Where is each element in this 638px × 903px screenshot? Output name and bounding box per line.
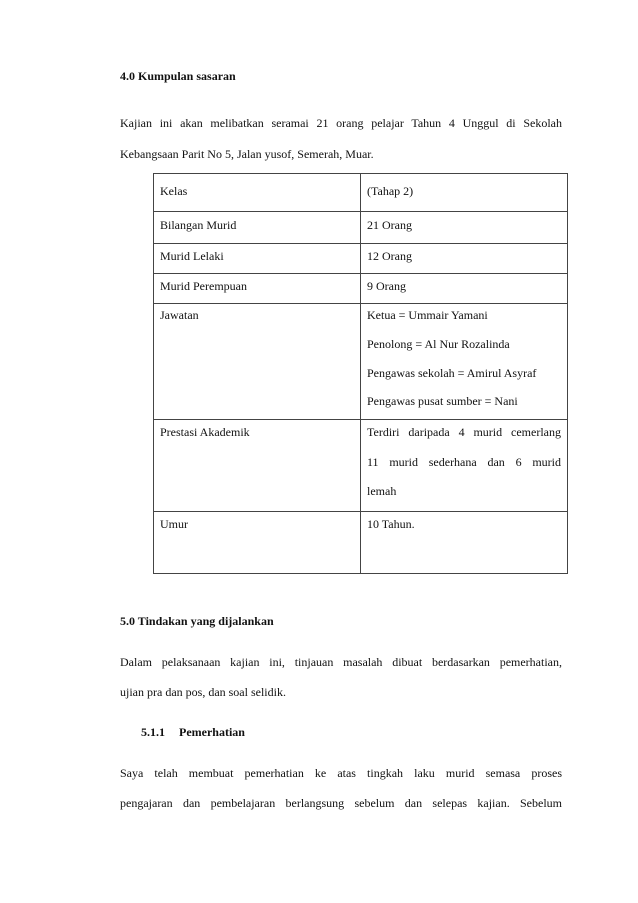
section-title: Pemerhatian [179, 725, 245, 739]
target-group-table [153, 173, 568, 574]
table-row [154, 274, 568, 304]
section-5-paragraph [120, 655, 562, 705]
paragraph-line: pengajaran dan pembelajaran berlangsung sebelum dan selepas kajian. Sebelum [120, 796, 562, 810]
table-cell-label: Kelas [154, 174, 361, 212]
table-row [154, 512, 568, 574]
table-row [154, 244, 568, 274]
section-5-heading: 5.0 Tindakan yang dijalankan [120, 614, 274, 628]
table-cell-value: (Tahap 2) [361, 174, 568, 212]
table-cell-value: Terdiri daripada 4 murid cemerlang 11 murid sederhana dan 6 murid lemah [361, 420, 568, 512]
table-row [154, 212, 568, 244]
paragraph-line: Dalam pelaksanaan kajian ini, tinjauan masalah dibuat berdasarkan pemerhatian, [120, 655, 562, 669]
section-4-heading: 4.0 Kumpulan sasaran [120, 69, 236, 83]
table-cell-label: Murid Lelaki [154, 244, 361, 274]
section-4-paragraph [120, 116, 562, 166]
section-5-1-1-heading [141, 725, 245, 740]
paragraph-line: Kajian ini akan melibatkan seramai 21 orang pelajar Tahun 4 Unggul di Sekolah [120, 116, 562, 130]
table-cell-label: Umur [154, 512, 361, 574]
section-number: 5.1.1 [141, 725, 165, 739]
table-cell-value: Ketua = Ummair Yamani Penolong = Al Nur Rozalinda Pengawas sekolah = Amirul Asyraf Pengawas pusat sumber = Nani [361, 304, 568, 420]
section-5-1-1-paragraph [120, 766, 562, 816]
table-cell-label: Murid Perempuan [154, 274, 361, 304]
table-cell-value: 12 Orang [361, 244, 568, 274]
table-cell-value: 21 Orang [361, 212, 568, 244]
paragraph-line: Saya telah membuat pemerhatian ke atas tingkah laku murid semasa proses [120, 766, 562, 780]
paragraph-line: Kebangsaan Parit No 5, Jalan yusof, Semerah, Muar. [120, 147, 374, 161]
table-cell-label: Bilangan Murid [154, 212, 361, 244]
table-row [154, 304, 568, 420]
table-cell-value: 9 Orang [361, 274, 568, 304]
table-row [154, 174, 568, 212]
table-cell-label: Jawatan [154, 304, 361, 420]
table-cell-value: 10 Tahun. [361, 512, 568, 574]
paragraph-line: ujian pra dan pos, dan soal selidik. [120, 685, 286, 699]
table-cell-label: Prestasi Akademik [154, 420, 361, 512]
table-row [154, 420, 568, 512]
